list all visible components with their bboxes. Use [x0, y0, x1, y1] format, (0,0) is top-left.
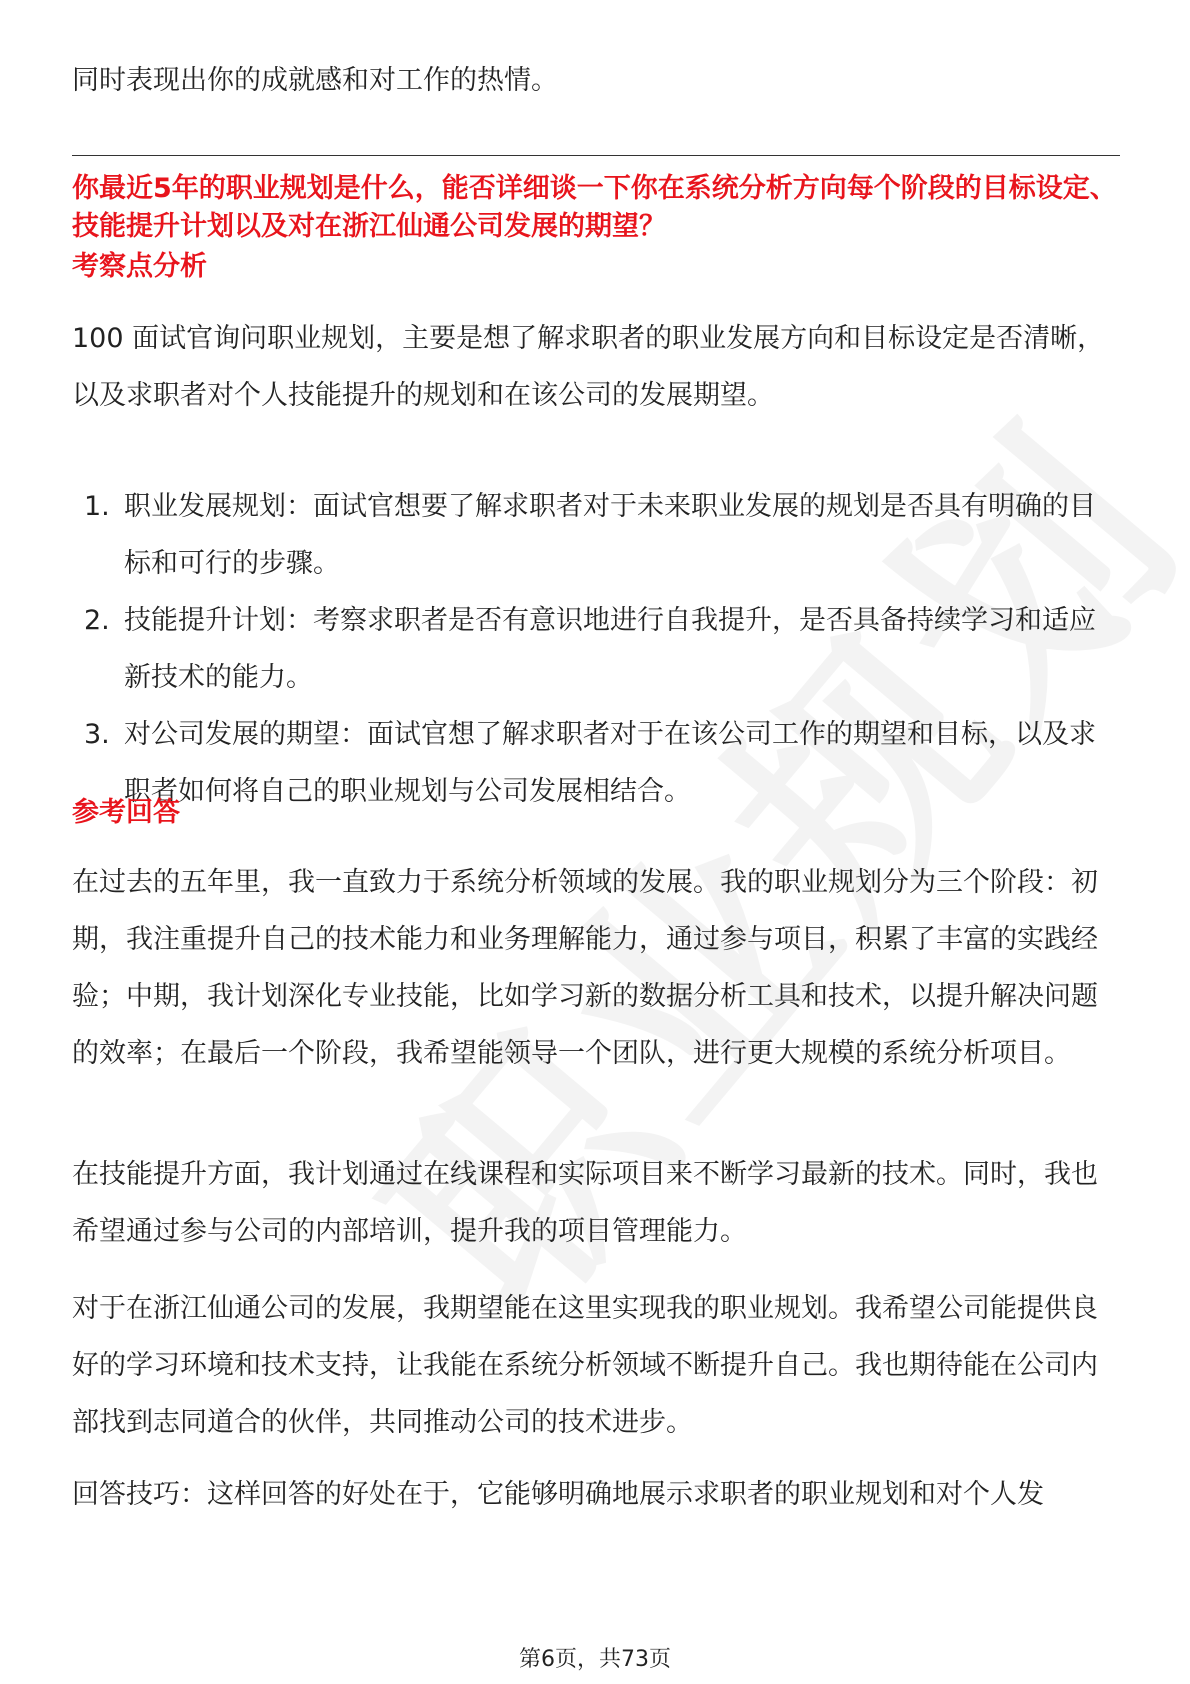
list-item [72, 706, 1120, 820]
list-item-number: 2. [84, 605, 110, 636]
answer-paragraph: 对于在浙江仙通公司的发展，我期望能在这里实现我的职业规划。我希望公司能提供良好的学习环境和技术支持，让我能在系统分析领域不断提升自己。我也期待能在公司内部找到志同道合的伙伴，共同推动公司的技术进步。 [72, 1293, 1098, 1438]
list-item-number: 1. [84, 491, 110, 522]
analysis-heading: 考察点分析 [72, 251, 207, 282]
analysis-list [72, 478, 1120, 820]
list-item [72, 592, 1120, 706]
lead-paragraph: 同时表现出你的成就感和对工作的热情。 [72, 65, 558, 96]
page-number: 第6页，共73页 [519, 1647, 671, 1672]
question-heading: 你最近5年的职业规划是什么，能否详细谈一下你在系统分析方向每个阶段的目标设定、技能提升计划以及对在浙江仙通公司发展的期望？ [72, 173, 1117, 242]
analysis-intro: 100 面试官询问职业规划，主要是想了解求职者的职业发展方向和目标设定是否清晰，以及求职者对个人技能提升的规划和在该公司的发展期望。 [72, 323, 1105, 411]
list-item-text: 职业发展规划：面试官想要了解求职者对于未来职业发展的规划是否具有明确的目标和可行的步骤。 [124, 491, 1096, 579]
list-item-text: 对公司发展的期望：面试官想了解求职者对于在该公司工作的期望和目标，以及求职者如何将自己的职业规划与公司发展相结合。 [124, 719, 1096, 807]
answer-heading: 参考回答 [72, 797, 180, 828]
list-item-text: 技能提升计划：考察求职者是否有意识地进行自我提升，是否具备持续学习和适应新技术的能力。 [124, 605, 1096, 693]
section-divider [72, 155, 1120, 156]
document-page [72, 0, 1120, 1684]
answer-tips: 回答技巧：这样回答的好处在于，它能够明确地展示求职者的职业规划和对个人发 [72, 1479, 1044, 1510]
list-item [72, 478, 1120, 592]
list-item-number: 3. [84, 719, 110, 750]
answer-paragraph: 在技能提升方面，我计划通过在线课程和实际项目来不断学习最新的技术。同时，我也希望通过参与公司的内部培训，提升我的项目管理能力。 [72, 1159, 1098, 1247]
answer-paragraph: 在过去的五年里，我一直致力于系统分析领域的发展。我的职业规划分为三个阶段：初期，我注重提升自己的技术能力和业务理解能力，通过参与项目，积累了丰富的实践经验；中期，我计划深化专业技能，比如学习新的数据分析工具和技术，以提升解决问题的效率；在最后一个阶段，我希望能领导一个团队，进行更大规模的系统分析项目。 [72, 867, 1098, 1069]
